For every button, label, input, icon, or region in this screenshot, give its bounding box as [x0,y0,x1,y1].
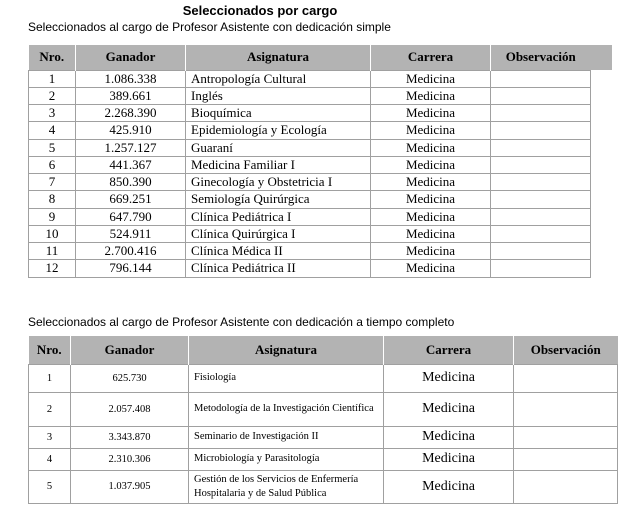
table-cell: 2.700.416 [76,243,186,260]
table-cell: 2.057.408 [71,392,189,426]
table-row [29,208,591,225]
column-header-asignatura: Asignatura [189,336,384,364]
table-cell: Medicina [371,260,491,277]
column-header-observacion: Observación [514,336,618,364]
table-cell: Medicina [371,174,491,191]
table-dedicacion-tiempo-completo [28,336,618,504]
table-cell: Seminario de Investigación II [189,426,384,448]
table-cell: 524.911 [76,225,186,242]
table-cell: Clínica Pediátrica II [186,260,371,277]
column-header-ganador: Ganador [71,336,189,364]
table-cell: 425.910 [76,122,186,139]
table-cell: 441.367 [76,156,186,173]
table-cell: Gestión de los Servicios de Enfermería Hospitalaria y de Salud Pública [189,470,384,503]
table-cell: Medicina [371,156,491,173]
table-caption-tiempo-completo: Seleccionados al cargo de Profesor Asistente con dedicación a tiempo completo [28,315,455,329]
table-cell: 3 [29,105,76,122]
table-cell: 3 [29,426,71,448]
table-body [29,364,618,503]
table-cell [491,122,591,139]
table-cell: Epidemiología y Ecología [186,122,371,139]
table-cell: Medicina [371,208,491,225]
table-dedicacion-simple [28,45,591,278]
table-cell: Medicina [371,122,491,139]
table-cell [491,243,591,260]
table-cell: Medicina [384,364,514,392]
table-cell [491,208,591,225]
table-row [29,156,591,173]
table-cell: 850.390 [76,174,186,191]
table-cell: Bioquímica [186,105,371,122]
table-body [29,70,591,277]
column-header-nro: Nro. [29,45,76,70]
table-caption-dedicacion-simple: Seleccionados al cargo de Profesor Asistente con dedicación simple [28,20,391,34]
table-cell: 1.257.127 [76,139,186,156]
table-row [29,364,618,392]
table-row [29,122,591,139]
table-row [29,448,618,470]
table-row [29,243,591,260]
table-cell: Semiología Quirúrgica [186,191,371,208]
table-cell: 5 [29,139,76,156]
table-row [29,225,591,242]
table-row [29,139,591,156]
table-cell [491,174,591,191]
table-cell: 3.343.870 [71,426,189,448]
table-row [29,260,591,277]
table-cell: Medicina [371,139,491,156]
table-cell: Medicina [371,191,491,208]
table-cell: Inglés [186,87,371,104]
table-cell: 2.268.390 [76,105,186,122]
table-cell: 9 [29,208,76,225]
table-cell: 2 [29,87,76,104]
table-cell: Antropología Cultural [186,70,371,87]
table-cell: 647.790 [76,208,186,225]
table-cell: 11 [29,243,76,260]
table-cell: Medicina [384,448,514,470]
table-cell [491,225,591,242]
table-cell [514,426,618,448]
table-cell [491,139,591,156]
table-cell [514,364,618,392]
table-cell: Metodología de la Investigación Científica [189,392,384,426]
table-cell: 2.310.306 [71,448,189,470]
column-header-carrera: Carrera [384,336,514,364]
table-cell: 12 [29,260,76,277]
table-cell: Medicina [371,87,491,104]
table-cell: 4 [29,448,71,470]
table-cell: 669.251 [76,191,186,208]
table-row [29,70,591,87]
table-cell: 6 [29,156,76,173]
table-row [29,174,591,191]
table-cell [491,156,591,173]
table-cell: 4 [29,122,76,139]
table-cell: 1 [29,70,76,87]
table-cell: 389.661 [76,87,186,104]
table-header [29,45,591,70]
column-header-nro: Nro. [29,336,71,364]
table-cell: Medicina [371,225,491,242]
table-cell: Clínica Pediátrica I [186,208,371,225]
table-header [29,336,618,364]
table-cell: Ginecología y Obstetricia I [186,174,371,191]
table-cell: Medicina [371,243,491,260]
table-cell [514,470,618,503]
table-cell: Microbiología y Parasitología [189,448,384,470]
table-row [29,426,618,448]
column-header-carrera: Carrera [371,45,491,70]
table-cell: Medicina [384,392,514,426]
table-cell: 1 [29,364,71,392]
table-cell [491,70,591,87]
table-cell: Medicina [371,70,491,87]
table-cell: 7 [29,174,76,191]
table-cell [514,448,618,470]
table-cell: 8 [29,191,76,208]
page-title: Seleccionados por cargo [182,3,338,18]
header-band-overhang [590,45,612,70]
table-cell: 1.086.338 [76,70,186,87]
table-cell: 5 [29,470,71,503]
table-cell: Medicina [384,426,514,448]
table-cell: Medicina Familiar I [186,156,371,173]
table-cell: Medicina [371,105,491,122]
table-cell [514,392,618,426]
table-cell [491,260,591,277]
column-header-ganador: Ganador [76,45,186,70]
table-cell: Medicina [384,470,514,503]
table-cell: 796.144 [76,260,186,277]
table-cell: 625.730 [71,364,189,392]
table-cell: Guaraní [186,139,371,156]
table-row [29,392,618,426]
table-cell: 1.037.905 [71,470,189,503]
table-cell [491,87,591,104]
table-row [29,470,618,503]
table-row [29,105,591,122]
table-cell: 2 [29,392,71,426]
table-cell [491,191,591,208]
column-header-asignatura: Asignatura [186,45,371,70]
table-cell: Fisiología [189,364,384,392]
table-cell [491,105,591,122]
table-cell: Clínica Quirúrgica I [186,225,371,242]
column-header-observacion: Observación [491,45,591,70]
table-cell: Clínica Médica II [186,243,371,260]
table-row [29,191,591,208]
table-cell: 10 [29,225,76,242]
table-row [29,87,591,104]
